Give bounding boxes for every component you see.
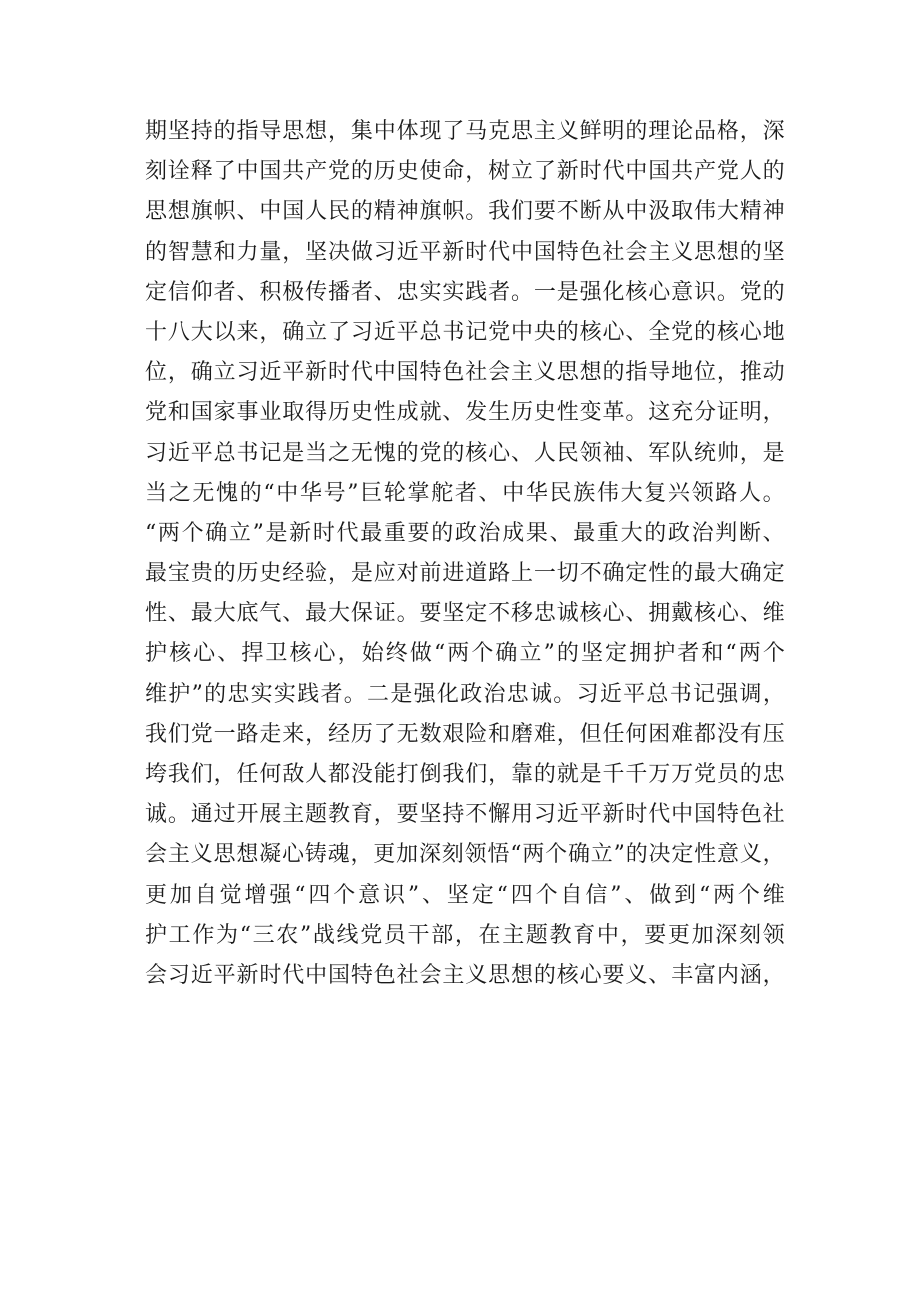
text-line: 护 工 作 为 “ 三 农 ” 战 线 党 员 干 部 ， 在 主 题 教 育 中 ， 要 更 加 深 刻 领 bbox=[145, 922, 785, 948]
text-line: 位 ， 确 立 习 近 平 新 时 代 中 国 特 色 社 会 主 义 思 想 的 指 导 地 位 ， 推 动 bbox=[145, 360, 785, 386]
body-text bbox=[145, 112, 785, 996]
text-line: 刻 诠 释 了 中 国 共 产 党 的 历 史 使 命 ， 树 立 了 新 时 代 中 国 共 产 党 人 的 bbox=[145, 159, 785, 185]
text-line: “ 两 个 确 立 ” 是 新 时 代 最 重 要 的 政 治 成 果 、 最 重 大 的 政 治 判 断 、 bbox=[145, 520, 785, 546]
text-line: 当 之 无 愧 的 “ 中 华 号 ” 巨 轮 掌 舵 者 、 中 华 民 族 伟 大 复 兴 领 路 人 。 bbox=[145, 480, 785, 506]
text-line: 会 习 近 平 新 时 代 中 国 特 色 社 会 主 义 思 想 的 核 心 要 义 、 丰 富 内 涵 ， bbox=[145, 962, 785, 988]
text-line: 诚 。 通 过 开 展 主 题 教 育 ， 要 坚 持 不 懈 用 习 近 平 新 时 代 中 国 特 色 社 bbox=[145, 802, 785, 828]
text-line: 党 和 国 家 事 业 取 得 历 史 性 成 就 、 发 生 历 史 性 变 革 。 这 充 分 证 明 ， bbox=[145, 400, 785, 426]
text-line: 性 、 最 大 底 气 、 最 大 保 证 。 要 坚 定 不 移 忠 诚 核 心 、 拥 戴 核 心 、 维 bbox=[145, 601, 785, 627]
text-line: 思 想 旗 帜 、 中 国 人 民 的 精 神 旗 帜 。 我 们 要 不 断 从 中 汲 取 伟 大 精 神 bbox=[145, 199, 785, 225]
text-line: 十 八 大 以 来 ， 确 立 了 习 近 平 总 书 记 党 中 央 的 核 心 、 全 党 的 核 心 地 bbox=[145, 319, 785, 345]
text-line: 我 们 党 一 路 走 来 ， 经 历 了 无 数 艰 险 和 磨 难 ， 但 任 何 困 难 都 没 有 压 bbox=[145, 721, 785, 747]
text-line: 习 近 平 总 书 记 是 当 之 无 愧 的 党 的 核 心 、 人 民 领 袖 、 军 队 统 帅 ， 是 bbox=[145, 440, 785, 466]
text-line: 会 主 义 思 想 凝 心 铸 魂 ， 更 加 深 刻 领 悟 “ 两 个 确 立 ” 的 决 定 性 意 义 ， bbox=[145, 842, 785, 868]
text-line: 的 智 慧 和 力 量 ， 坚 决 做 习 近 平 新 时 代 中 国 特 色 社 会 主 义 思 想 的 坚 bbox=[145, 239, 785, 265]
text-line: 最 宝 贵 的 历 史 经 验 ， 是 应 对 前 进 道 路 上 一 切 不 确 定 性 的 最 大 确 定 bbox=[145, 561, 785, 587]
text-line: 期 坚 持 的 指 导 思 想 ， 集 中 体 现 了 马 克 思 主 义 鲜 明 的 理 论 品 格 ， 深 bbox=[145, 119, 785, 144]
text-line: 垮 我 们 ， 任 何 敌 人 都 没 能 打 倒 我 们 ， 靠 的 就 是 千 千 万 万 党 员 的 忠 bbox=[145, 762, 785, 787]
text-line: 定 信 仰 者 、 积 极 传 播 者 、 忠 实 实 践 者 。 一 是 强 化 核 心 意 识 。 党 的 bbox=[145, 279, 785, 305]
text-line: 护 核 心 、 捍 卫 核 心 ， 始 终 做 “ 两 个 确 立 ” 的 坚 定 拥 护 者 和 “ 两 个 bbox=[145, 641, 785, 667]
text-line: 更 加 自 觉 增 强 “ 四 个 意 识 ” 、 坚 定 “ 四 个 自 信 ” 、 做 到 “ 两 个 维 bbox=[145, 882, 785, 908]
text-line: 维 护 ” 的 忠 实 实 践 者 。 二 是 强 化 政 治 忠 诚 。 习 近 平 总 书 记 强 调 ， bbox=[145, 681, 785, 707]
